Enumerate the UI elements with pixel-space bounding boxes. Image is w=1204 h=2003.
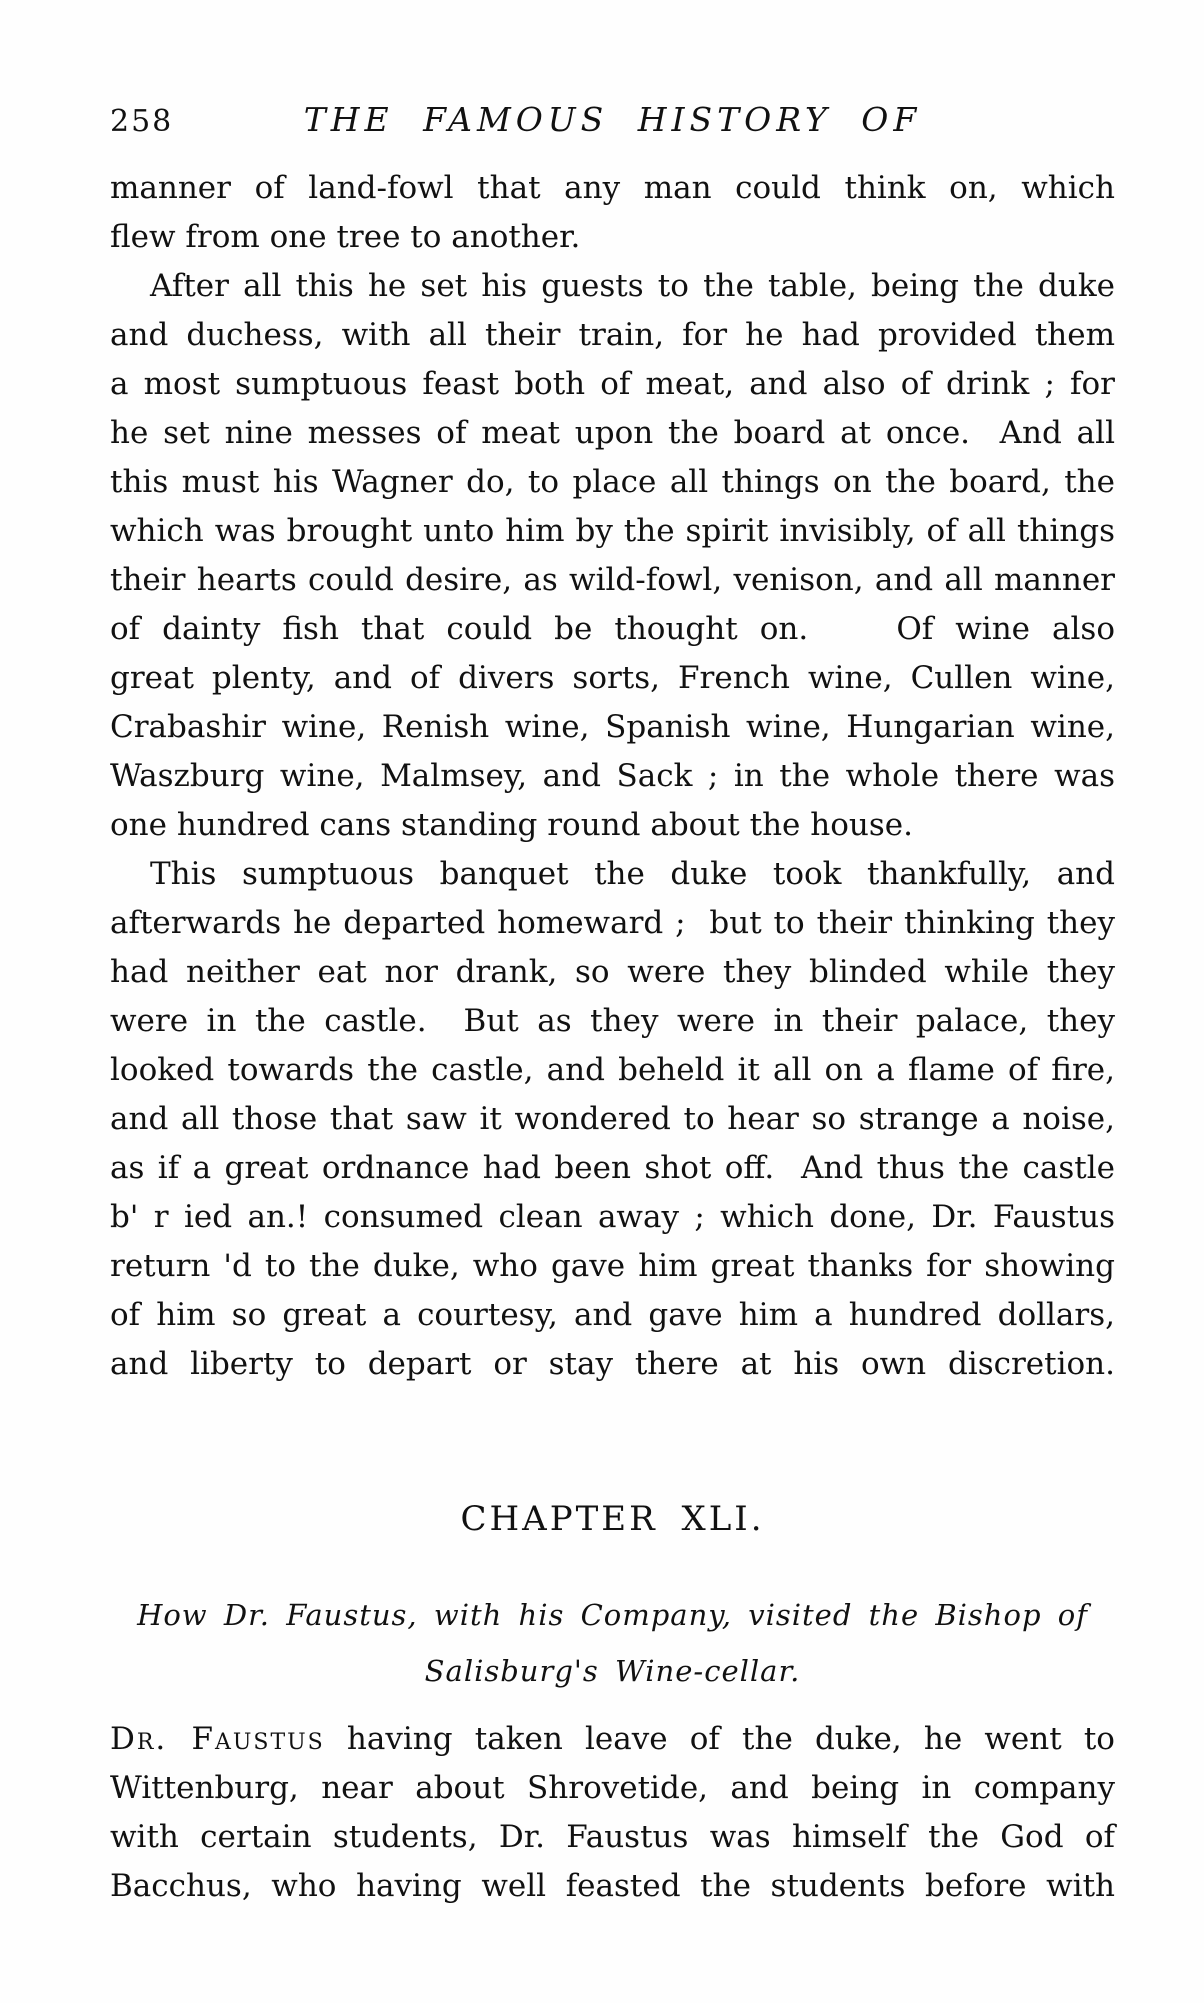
chapter-opening-paragraph: [110, 1715, 1115, 1911]
page-number: 258: [110, 104, 174, 139]
text-line: Crabashir wine, Renish wine, Spanish wine, Hungarian wine,: [110, 709, 1115, 745]
text-line: looked towards the castle, and beheld it all on a flame of fire,: [110, 1052, 1115, 1088]
text-line: This sumptuous banquet the duke took thankfully, and: [150, 856, 1115, 892]
text-line: flew from one tree to another.: [110, 219, 581, 255]
chapter-subtitle-line: How Dr. Faustus, with his Company, visited the Bishop of: [137, 1598, 1088, 1632]
running-title: THE FAMOUS HISTORY OF: [303, 100, 922, 139]
text-line: had neither eat nor drank, so were they blinded while they: [110, 954, 1115, 990]
text-line: were in the castle. But as they were in their palace, they: [110, 1003, 1115, 1039]
text-line: and duchess, with all their train, for he had provided them: [110, 317, 1115, 353]
text-line: Wittenburg, near about Shrovetide, and being in company: [110, 1770, 1115, 1806]
text-line: he set nine messes of meat upon the board at once. And all: [110, 415, 1115, 451]
text-line: which was brought unto him by the spirit invisibly, of all things: [110, 513, 1115, 549]
chapter-heading: CHAPTER XLI.: [460, 1499, 765, 1539]
text-line: Bacchus, who having well feasted the students before with: [110, 1868, 1115, 1904]
chapter-opening-lead: Dr. Faustus: [110, 1721, 325, 1757]
text-line: this must his Wagner do, to place all things on the board, the: [110, 464, 1115, 500]
text-line: afterwards he departed homeward ; but to their thinking they: [110, 905, 1115, 941]
text-line: of dainty fish that could be thought on. Of wine also: [110, 611, 1115, 647]
text-line: as if a great ordnance had been shot off. And thus the castle: [110, 1150, 1115, 1186]
text-line: of him so great a courtesy, and gave him a hundred dollars,: [110, 1297, 1115, 1333]
chapter-opening-first-line-rest: having taken leave of the duke, he went to: [324, 1721, 1115, 1757]
text-line: Waszburg wine, Malmsey, and Sack ; in the whole there was: [110, 758, 1115, 794]
text-line: their hearts could desire, as wild-fowl, venison, and all manner: [110, 562, 1115, 598]
chapter-subtitle: [110, 1587, 1115, 1699]
text-line: b' r ied an.! consumed clean away ; which done, Dr. Faustus: [110, 1199, 1115, 1235]
text-line: and liberty to depart or stay there at his own discretion.: [110, 1346, 1115, 1382]
text-line: manner of land-fowl that any man could think on, which: [110, 170, 1115, 206]
text-line: return 'd to the duke, who gave him great thanks for showing: [110, 1248, 1115, 1284]
text-line: a most sumptuous feast both of meat, and also of drink ; for: [110, 366, 1115, 402]
text-line: one hundred cans standing round about the house.: [110, 807, 913, 843]
chapter-opening-first-line: [110, 1715, 1115, 1764]
chapter-subtitle-line: Salisburg's Wine-cellar.: [424, 1654, 801, 1688]
body-text: [110, 164, 1115, 1389]
text-line: great plenty, and of divers sorts, French wine, Cullen wine,: [110, 660, 1115, 696]
chapter-opening-lines: [110, 1764, 1115, 1911]
text-line: After all this he set his guests to the table, being the duke: [150, 268, 1115, 304]
text-line: with certain students, Dr. Faustus was himself the God of: [110, 1819, 1115, 1855]
text-line: and all those that saw it wondered to hear so strange a noise,: [110, 1101, 1115, 1137]
running-head: [110, 100, 1115, 144]
